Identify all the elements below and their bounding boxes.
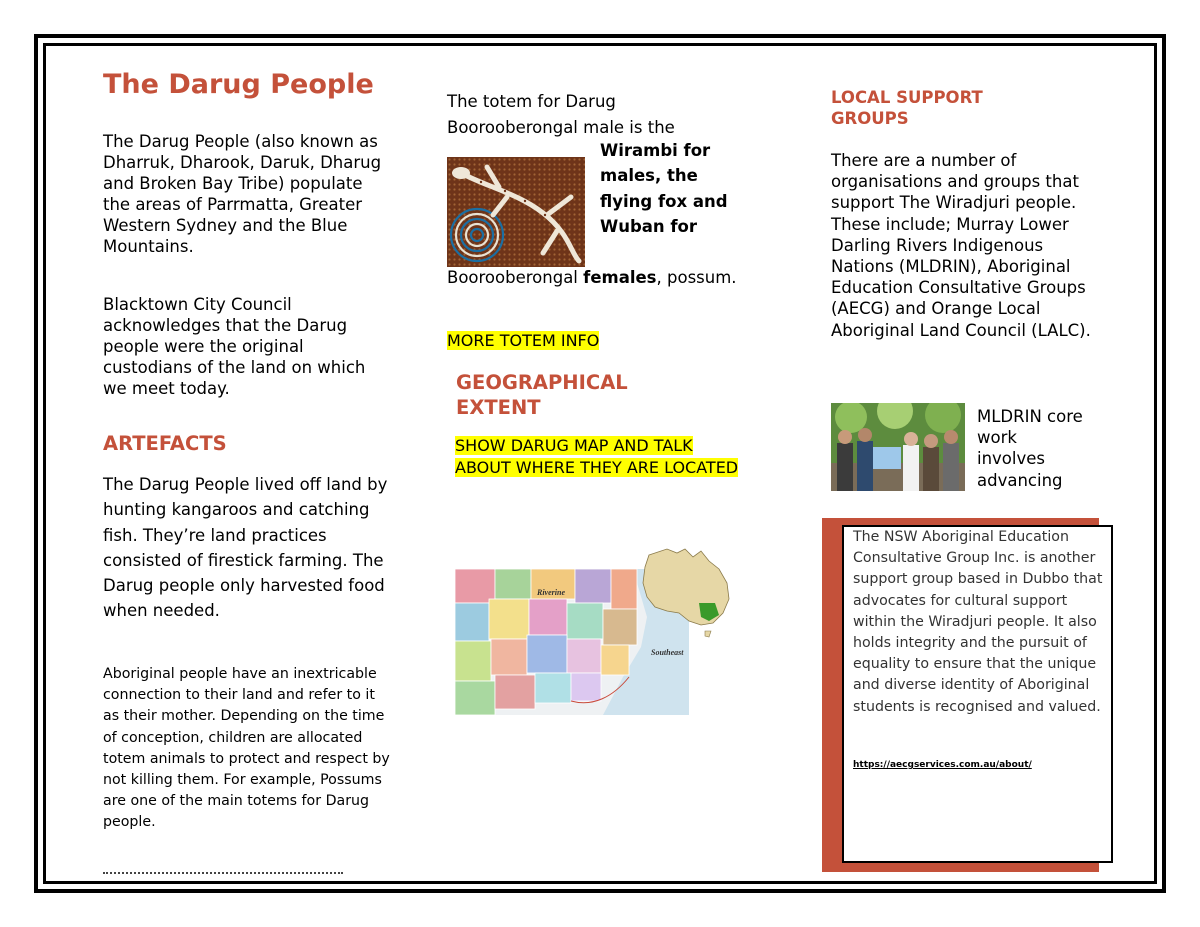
more-totem-info-link[interactable] (447, 331, 599, 351)
clipped-text-line (103, 869, 353, 875)
nsw-language-map (453, 547, 733, 717)
brochure-page (47, 47, 1153, 880)
aecg-paragraph: The NSW Aboriginal Education Consultative Group Inc. is another support group based in Dubbo that advocates for cultural support within the Wiradjuri people. It also holds integrity and the pursuit of equality to ensure that the unique and diverse identity of Aboriginal students is recognised and valued. (853, 529, 1103, 715)
aecg-link[interactable]: https://aecgservices.com.au/about/ (853, 760, 1032, 770)
map-label-riverine: Riverine (537, 588, 565, 597)
support-groups-paragraph: There are a number of organisations and groups that support The Wiradjuri people. These include; Murray Lower Darling Rivers Indigenous Nations (MLDRIN), Aboriginal Education Consultative Groups (AECG) and Orange Local Aboriginal Land Council (LALC). (831, 151, 1091, 340)
intro-paragraph: The Darug People (also known as Dharruk, Dharook, Daruk, Dharug and Broken Bay Tribe) populate the areas of Parrmatta, Greater Western Sydney and the Blue Mountains. (103, 132, 382, 256)
group-photo (831, 403, 965, 491)
more-totem-info-label: MORE TOTEM INFO (447, 331, 600, 350)
totem-names: Wirambi for males, the flying fox and Wuban for (600, 141, 728, 236)
page-title: The Darug People (103, 69, 374, 100)
totem-end: , possum. (656, 268, 737, 287)
lizard-dot-painting-icon (447, 157, 585, 267)
acknowledgement-paragraph: Blacktown City Council acknowledges that the Darug people were the original custodians of the land on which we meet today. (103, 295, 366, 398)
map-instruction (455, 435, 745, 479)
totem-continuation (447, 266, 737, 290)
geographical-extent-heading: GEOGRAPHICAL EXTENT (456, 371, 628, 419)
artefacts-heading: ARTEFACTS (103, 432, 227, 455)
totem-place: Boorooberongal (447, 268, 578, 287)
mldrin-text: MLDRIN core work involves advancing (977, 407, 1083, 490)
totem-females: females (583, 268, 657, 287)
connection-paragraph: Aboriginal people have an inextricable connection to their land and refer to it as their mother. Depending on the time of conception, children are allocated totem animals to protect and respect by not killing them. For example, Possums are one of the main totems for Darug people. (103, 666, 390, 831)
totem-intro: The totem for Darug Boorooberongal male is the (447, 92, 675, 137)
local-support-heading: LOCAL SUPPORT GROUPS (831, 88, 983, 128)
artefacts-paragraph: The Darug People lived off land by hunting kangaroos and catching fish. They’re land practices consisted of firestick farming. The Darug people only harvested food when needed. (103, 475, 388, 621)
map-label-southeast: Southeast (651, 648, 684, 657)
map-instruction-label: SHOW DARUG MAP AND TALK ABOUT WHERE THEY ARE LOCATED (455, 436, 739, 477)
